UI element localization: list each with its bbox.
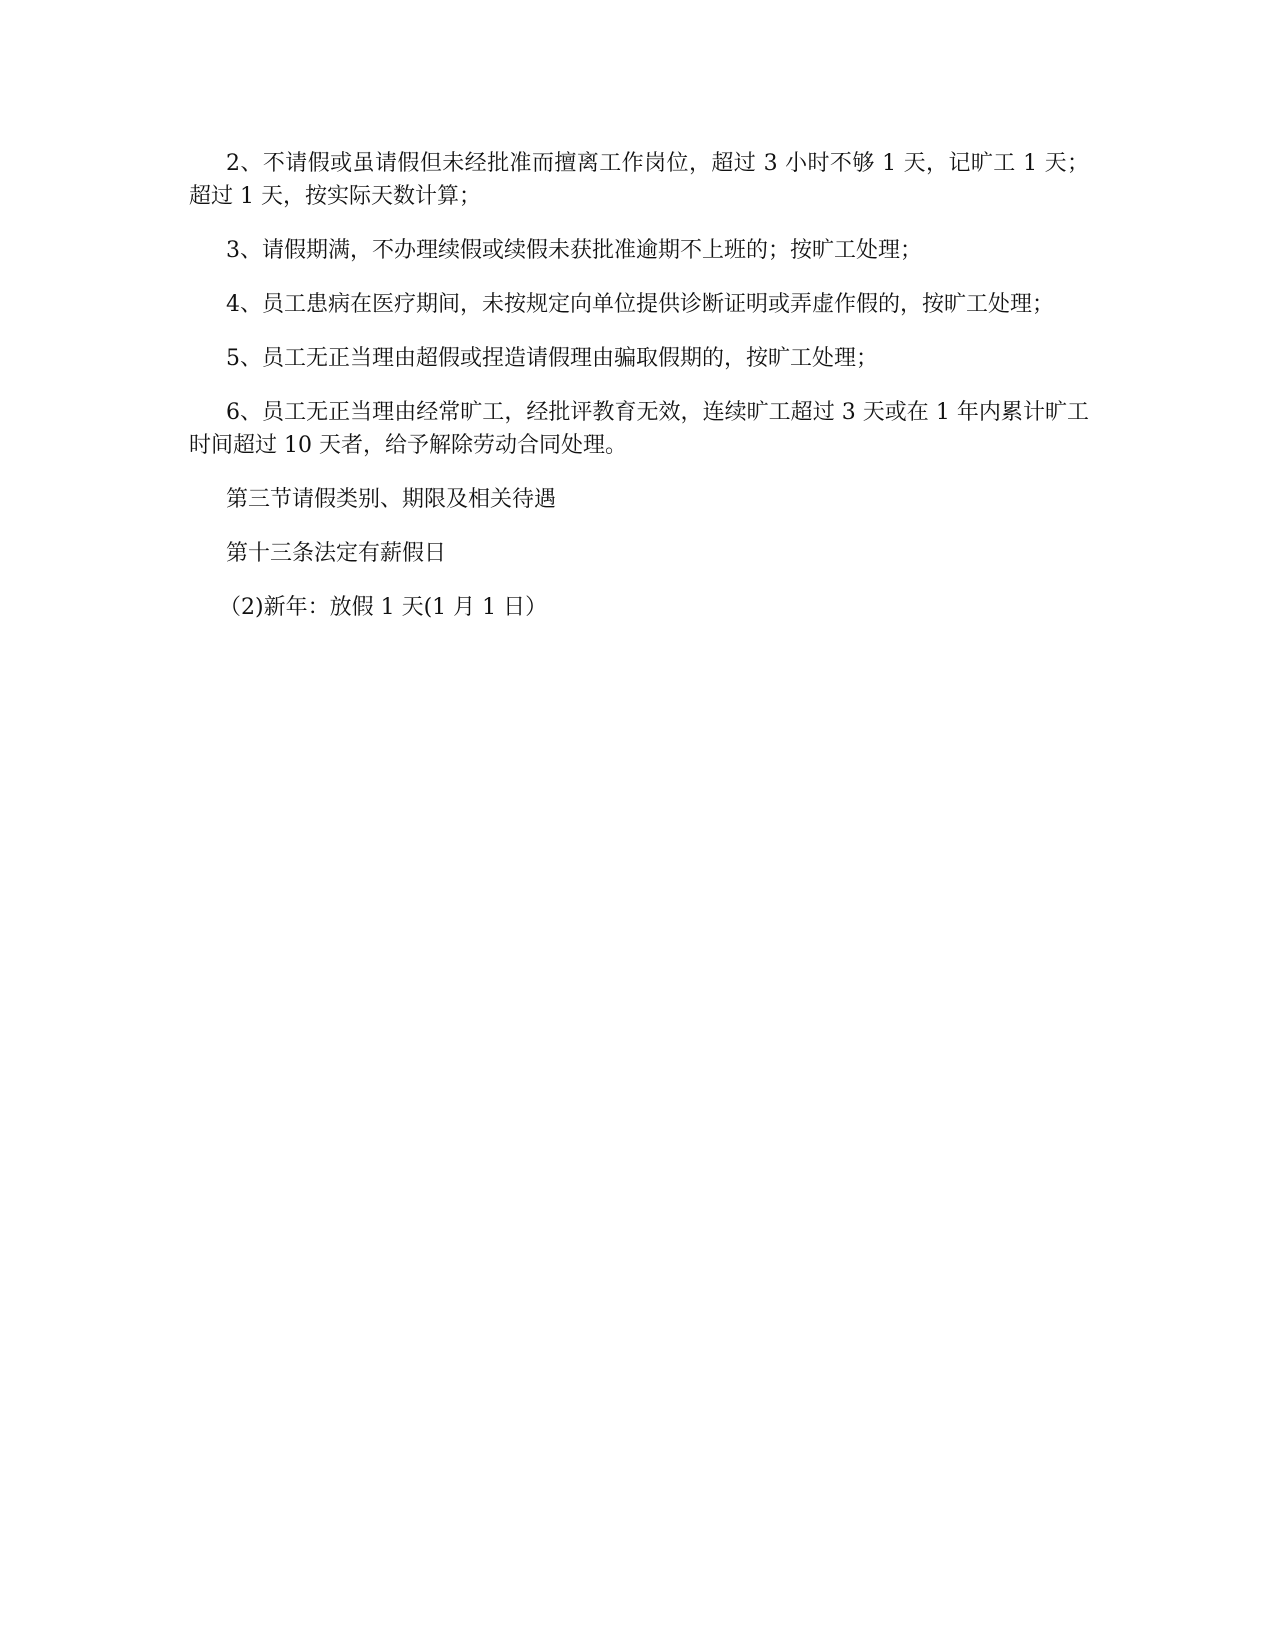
paragraph-absenteeism-item-5: 5、员工无正当理由超假或捏造请假理由骗取假期的，按旷工处理； xyxy=(226,346,878,371)
holiday-item-new-year: （2)新年：放假 1 天(1 月 1 日） xyxy=(219,595,548,620)
paragraph-absenteeism-item-3: 3、请假期满，不办理续假或续假未获批准逾期不上班的；按旷工处理； xyxy=(226,238,922,263)
paragraph-absenteeism-item-4: 4、员工患病在医疗期间，未按规定向单位提供诊断证明或弄虚作假的，按旷工处理； xyxy=(226,292,1054,317)
paragraph-absenteeism-item-2: 2、不请假或虽请假但未经批准而擅离工作岗位，超过 3 小时不够 1 天，记旷工 1 天；超过 1 天，按实际天数计算； xyxy=(189,151,1089,209)
document-body xyxy=(189,147,1089,645)
paragraph-absenteeism-item-6: 6、员工无正当理由经常旷工，经批评教育无效，连续旷工超过 3 天或在 1 年内累计旷工时间超过 10 天者，给予解除劳动合同处理。 xyxy=(189,400,1089,458)
article-heading: 第十三条法定有薪假日 xyxy=(226,541,447,566)
section-heading: 第三节请假类别、期限及相关待遇 xyxy=(226,487,557,512)
